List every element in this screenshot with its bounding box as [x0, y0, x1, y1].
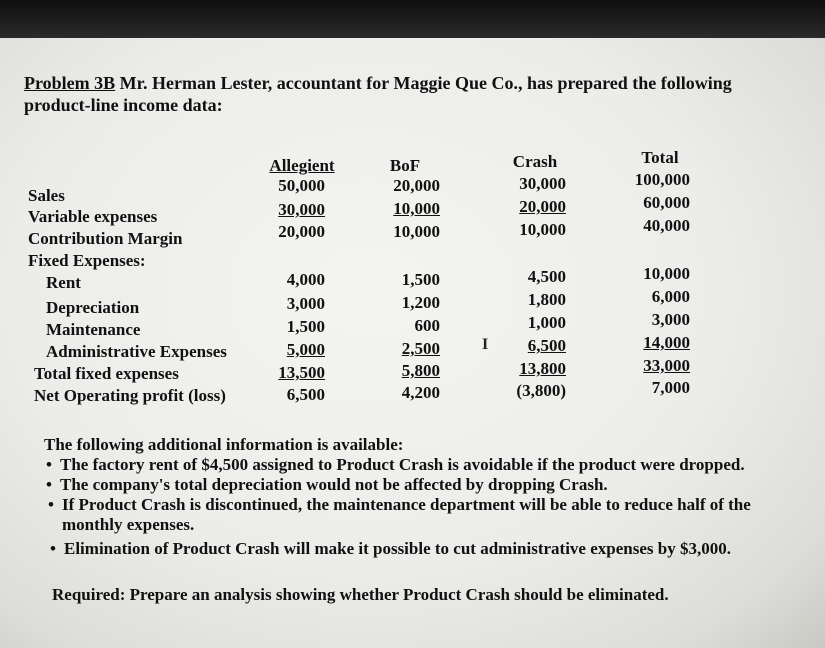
row-label-administrative-expenses: Administrative Expenses	[46, 342, 227, 361]
info-bullet-3-continued: monthly expenses.	[62, 515, 195, 534]
cell-total-total-fixed: 33,000	[643, 356, 690, 375]
row-label-variable-expenses: Variable expenses	[28, 207, 158, 226]
cell-crash-depreciation: 1,800	[527, 290, 566, 309]
cell-allegient-sales: 50,000	[278, 176, 325, 195]
info-bullet-3: • If Product Crash is discontinued, the maintenance department will be able to reduce half of the	[48, 495, 751, 514]
cell-allegient-admin: 5,000	[286, 340, 325, 359]
bullet-icon: •	[46, 475, 52, 494]
cell-crash-sales: 30,000	[519, 174, 566, 193]
cell-total-sales: 100,000	[634, 170, 690, 189]
column-header-bof: BoF	[389, 156, 421, 175]
row-label-total-fixed-expenses: Total fixed expenses	[34, 364, 179, 383]
bullet-icon: •	[48, 495, 54, 514]
problem-text-line2: product-line income data:	[24, 95, 223, 115]
cell-allegient-cm: 20,000	[278, 222, 325, 241]
cell-allegient-total-fixed: 13,500	[278, 363, 325, 382]
cell-total-admin: 14,000	[643, 333, 690, 352]
info-intro: The following additional information is available:	[44, 435, 404, 454]
required-statement: Required: Prepare an analysis showing whether Product Crash should be eliminated.	[52, 585, 669, 604]
bullet-icon: •	[50, 539, 56, 558]
cell-bof-depreciation: 1,200	[401, 293, 440, 312]
info-bullet-2: • The company's total depreciation would not be affected by dropping Crash.	[46, 475, 608, 494]
row-label-rent: Rent	[46, 273, 81, 292]
info-bullet-1: • The factory rent of $4,500 assigned to Product Crash is avoidable if the product were dropped.	[46, 455, 745, 474]
cell-bof-net: 4,200	[401, 383, 440, 402]
row-label-maintenance: Maintenance	[46, 320, 141, 339]
cell-crash-variable: 20,000	[519, 197, 566, 216]
cell-total-maintenance: 3,000	[651, 310, 690, 329]
problem-number: Problem 3B	[24, 73, 116, 93]
column-header-allegient: Allegient	[269, 156, 335, 175]
row-label-net-operating-profit: Net Operating profit (loss)	[34, 386, 226, 405]
cell-crash-maintenance: 1,000	[527, 313, 566, 332]
info-bullet-4: • Elimination of Product Crash will make it possible to cut administrative expenses by $3,000.	[50, 539, 731, 558]
column-header-total: Total	[641, 148, 679, 167]
problem-statement	[24, 72, 804, 116]
cell-bof-variable: 10,000	[393, 199, 440, 218]
cell-crash-net: (3,800)	[516, 381, 566, 400]
cell-total-depreciation: 6,000	[651, 287, 690, 306]
row-label-contribution-margin: Contribution Margin	[28, 229, 183, 248]
cell-allegient-depreciation: 3,000	[286, 294, 325, 313]
cell-total-variable: 60,000	[643, 193, 690, 212]
cell-crash-admin: 6,500	[527, 336, 566, 355]
cell-bof-admin: 2,500	[401, 339, 440, 358]
cell-total-cm: 40,000	[643, 216, 690, 235]
cell-bof-total-fixed: 5,800	[401, 361, 440, 380]
row-label-sales: Sales	[28, 186, 65, 205]
cell-bof-rent: 1,500	[401, 270, 440, 289]
cell-bof-cm: 10,000	[393, 222, 440, 241]
cell-bof-maintenance: 600	[414, 316, 440, 335]
cell-total-net: 7,000	[651, 378, 690, 397]
cell-crash-total-fixed: 13,800	[519, 359, 566, 378]
cell-allegient-variable: 30,000	[278, 200, 325, 219]
cell-crash-cm: 10,000	[519, 220, 566, 239]
cell-allegient-net: 6,500	[286, 385, 325, 404]
cell-allegient-rent: 4,000	[286, 270, 325, 289]
row-label-depreciation: Depreciation	[46, 298, 140, 317]
column-header-crash: Crash	[512, 152, 558, 171]
cell-crash-rent: 4,500	[527, 267, 566, 286]
text-cursor-icon: I	[482, 336, 489, 353]
cell-allegient-maintenance: 1,500	[286, 317, 325, 336]
bullet-icon: •	[46, 455, 52, 474]
cell-total-rent: 10,000	[643, 264, 690, 283]
problem-text-line1: Mr. Herman Lester, accountant for Maggie Que Co., has prepared the following	[115, 73, 732, 93]
cell-bof-sales: 20,000	[393, 176, 440, 195]
row-label-fixed-expenses: Fixed Expenses:	[28, 251, 146, 270]
